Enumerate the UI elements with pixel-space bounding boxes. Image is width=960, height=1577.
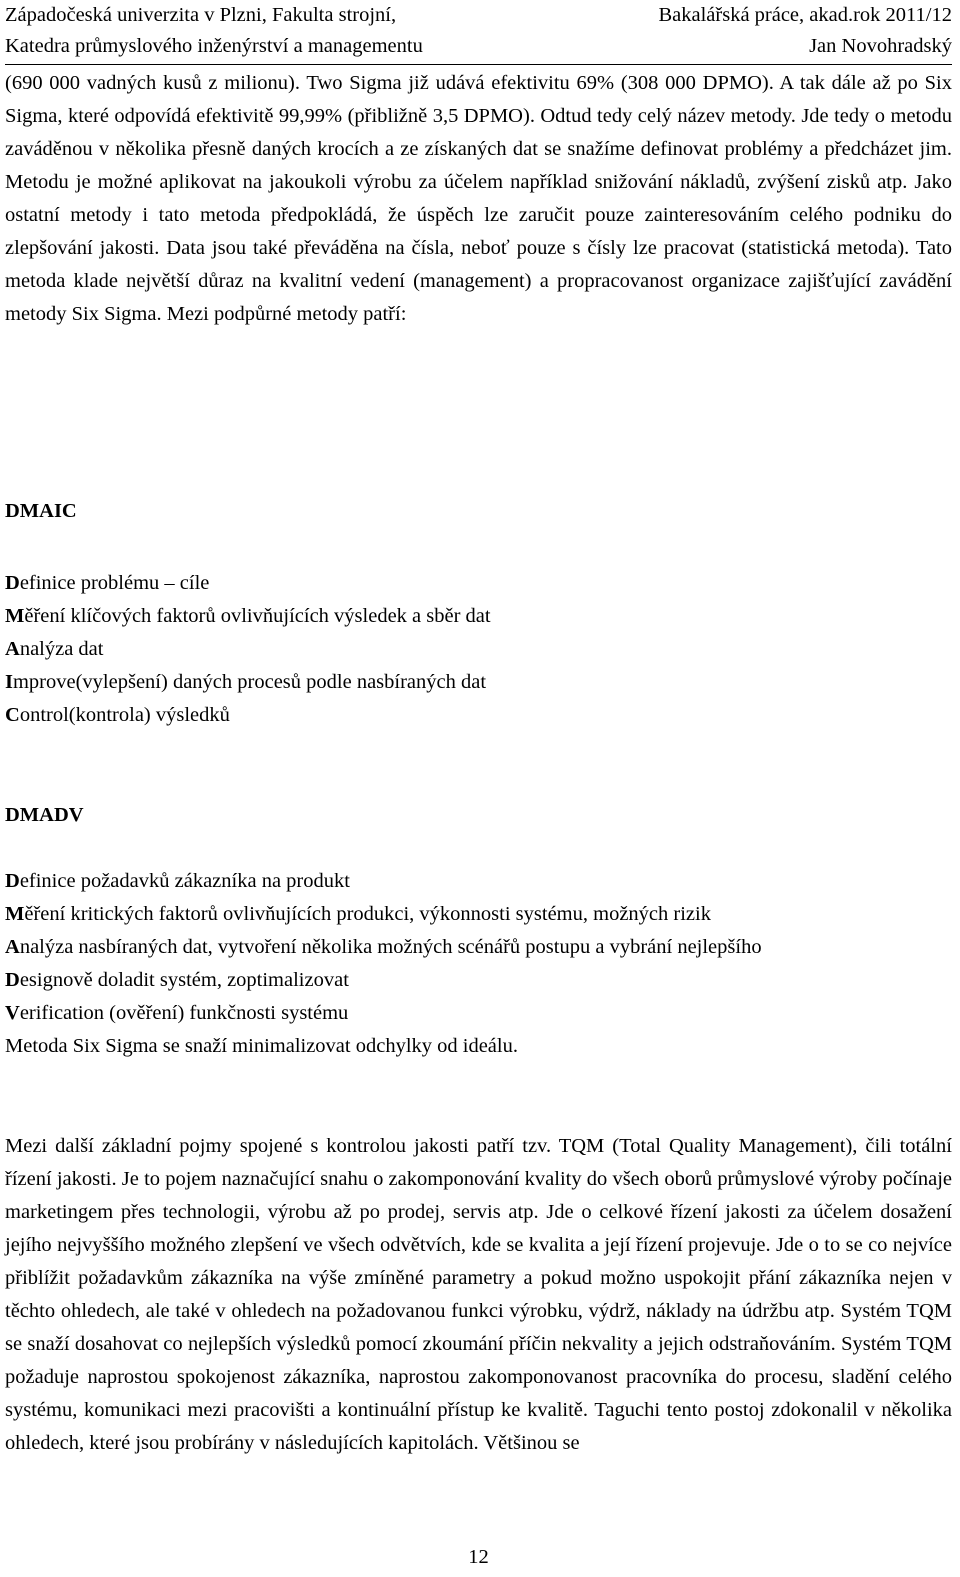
- header-university: Západočeská univerzita v Plzni, Fakulta strojní,: [5, 4, 397, 26]
- header-divider: [5, 64, 952, 65]
- dmaic-item-text: ěření klíčových faktorů ovlivňujících výsledek a sběr dat: [24, 605, 491, 627]
- dmaic-item-text: ontrol(kontrola) výsledků: [19, 704, 230, 726]
- dmadv-list-item: [5, 997, 952, 1030]
- dmaic-item-initial: A: [5, 638, 20, 660]
- dmadv-item-text: nalýza nasbíraných dat, vytvoření několika možných scénářů postupu a vybrání nejlepšího: [19, 936, 762, 958]
- dmadv-item-initial: V: [5, 1002, 20, 1024]
- dmadv-list-item: [5, 865, 952, 898]
- dmadv-item-text: ěření kritických faktorů ovlivňujících produkci, výkonnosti systému, možných rizik: [24, 903, 711, 925]
- document-page: [5, 0, 952, 1577]
- dmaic-item-text: mprove(vylepšení) daných procesů podle nasbíraných dat: [12, 671, 487, 693]
- dmaic-item-initial: I: [5, 671, 13, 693]
- dmaic-list-item: [5, 699, 952, 732]
- dmadv-item-initial: A: [5, 936, 20, 958]
- dmaic-list-item: [5, 666, 952, 699]
- dmadv-item-text: efinice požadavků zákazníka na produkt: [19, 870, 350, 892]
- dmadv-title: DMADV: [5, 804, 84, 826]
- intro-paragraph: (690 000 vadných kusů z milionu). Two Sigma již udává efektivitu 69% (308 000 DPMO). A tak dále až po Six Sigma, které odpovídá efektivitě 99,99% (přibližně 3,5 DPMO). Odtud tedy celý název metody. Jde tedy o metodu zaváděnou v několika přesně daných krocích a ze získaných dat se snažíme definovat problémy a předcházet jim. Metodu je možné aplikovat na jakoukoli výrobu za účelem například snižování nákladů, zvýšení zisků atp. Jako ostatní metody i tato metoda předpokládá, že úspěch lze zaručit pouze zainteresováním celého podniku do zlepšování jakosti. Data jsou také převáděna na čísla, neboť pouze s čísly lze pracovat (statistická metoda). Tato metoda klade největší důraz na kvalitní vedení (management) a propracovanost organizace zajišťující zavádění metody Six Sigma. Mezi podpůrné metody patří:: [5, 72, 952, 325]
- running-header-line-2: [5, 31, 952, 62]
- dmadv-item-initial: D: [5, 870, 20, 892]
- header-department: Katedra průmyslového inženýrství a managementu: [5, 35, 423, 57]
- dmadv-list-item: [5, 931, 952, 964]
- dmaic-item-initial: C: [5, 704, 20, 726]
- dmaic-item-text: nalýza dat: [19, 638, 104, 660]
- dmaic-list-item: [5, 567, 952, 600]
- dmadv-item-text: erification (ověření) funkčnosti systému: [19, 1002, 349, 1024]
- dmadv-list-item: [5, 964, 952, 997]
- dmaic-title: DMAIC: [5, 500, 77, 522]
- header-thesis: Bakalářská práce, akad.rok 2011/12: [658, 4, 952, 26]
- dmadv-item-text: esignově doladit systém, zoptimalizovat: [19, 969, 349, 991]
- dmaic-list-item: [5, 600, 952, 633]
- dmaic-list-item: [5, 633, 952, 666]
- tqm-paragraph: Mezi další základní pojmy spojené s kontrolou jakosti patří tzv. TQM (Total Quality Management), čili totální řízení jakosti. Je to pojem naznačující snahu o zakomponování kvality do všech oborů průmyslové výroby počínaje marketingem přes technologii, výrobu až po prodej, servis atp. Jde o celkové řízení jakosti za účelem dosažení jejího nejvyššího možného zlepšení ve všech odvětvích, kde se kvalita a její řízení projevuje. Jde o to se co nejvíce přiblížit požadavkům zákazníka na výše zmíněné parametry a pokud možno uspokojit přání zákazníka nejen v těchto ohledech, ale také v ohledech na požadovanou funkci výrobku, výdrž, náklady na údržbu atp. Systém TQM se snaží dosahovat co nejlepších výsledků pomocí zkoumání příčin nekvality a jejich odstraňováním. Systém TQM požaduje naprostou spokojenost zákazníka, naprostou zakomponovanost pracovníka do procesu, sladění celého systému, komunikaci mezi pracovišti a kontinuální přístup ke kvalitě. Taguchi tento postoj zdokonalil v několika ohledech, které jsou probírány v následujících kapitolách. Většinou se: [5, 1135, 952, 1454]
- dmaic-item-text: efinice problému – cíle: [19, 572, 210, 594]
- dmadv-closing-line: Metoda Six Sigma se snaží minimalizovat odchylky od ideálu.: [5, 1035, 518, 1057]
- dmadv-item-initial: D: [5, 969, 20, 991]
- dmaic-item-initial: D: [5, 572, 20, 594]
- dmadv-list: [5, 865, 952, 1063]
- dmadv-item-initial: M: [5, 903, 25, 925]
- header-author: Jan Novohradský: [809, 35, 952, 57]
- dmaic-list: [5, 567, 952, 732]
- page-number: 12: [468, 1546, 489, 1568]
- running-header-line-1: [5, 0, 952, 31]
- dmaic-item-initial: M: [5, 605, 25, 627]
- dmadv-list-item: [5, 898, 952, 931]
